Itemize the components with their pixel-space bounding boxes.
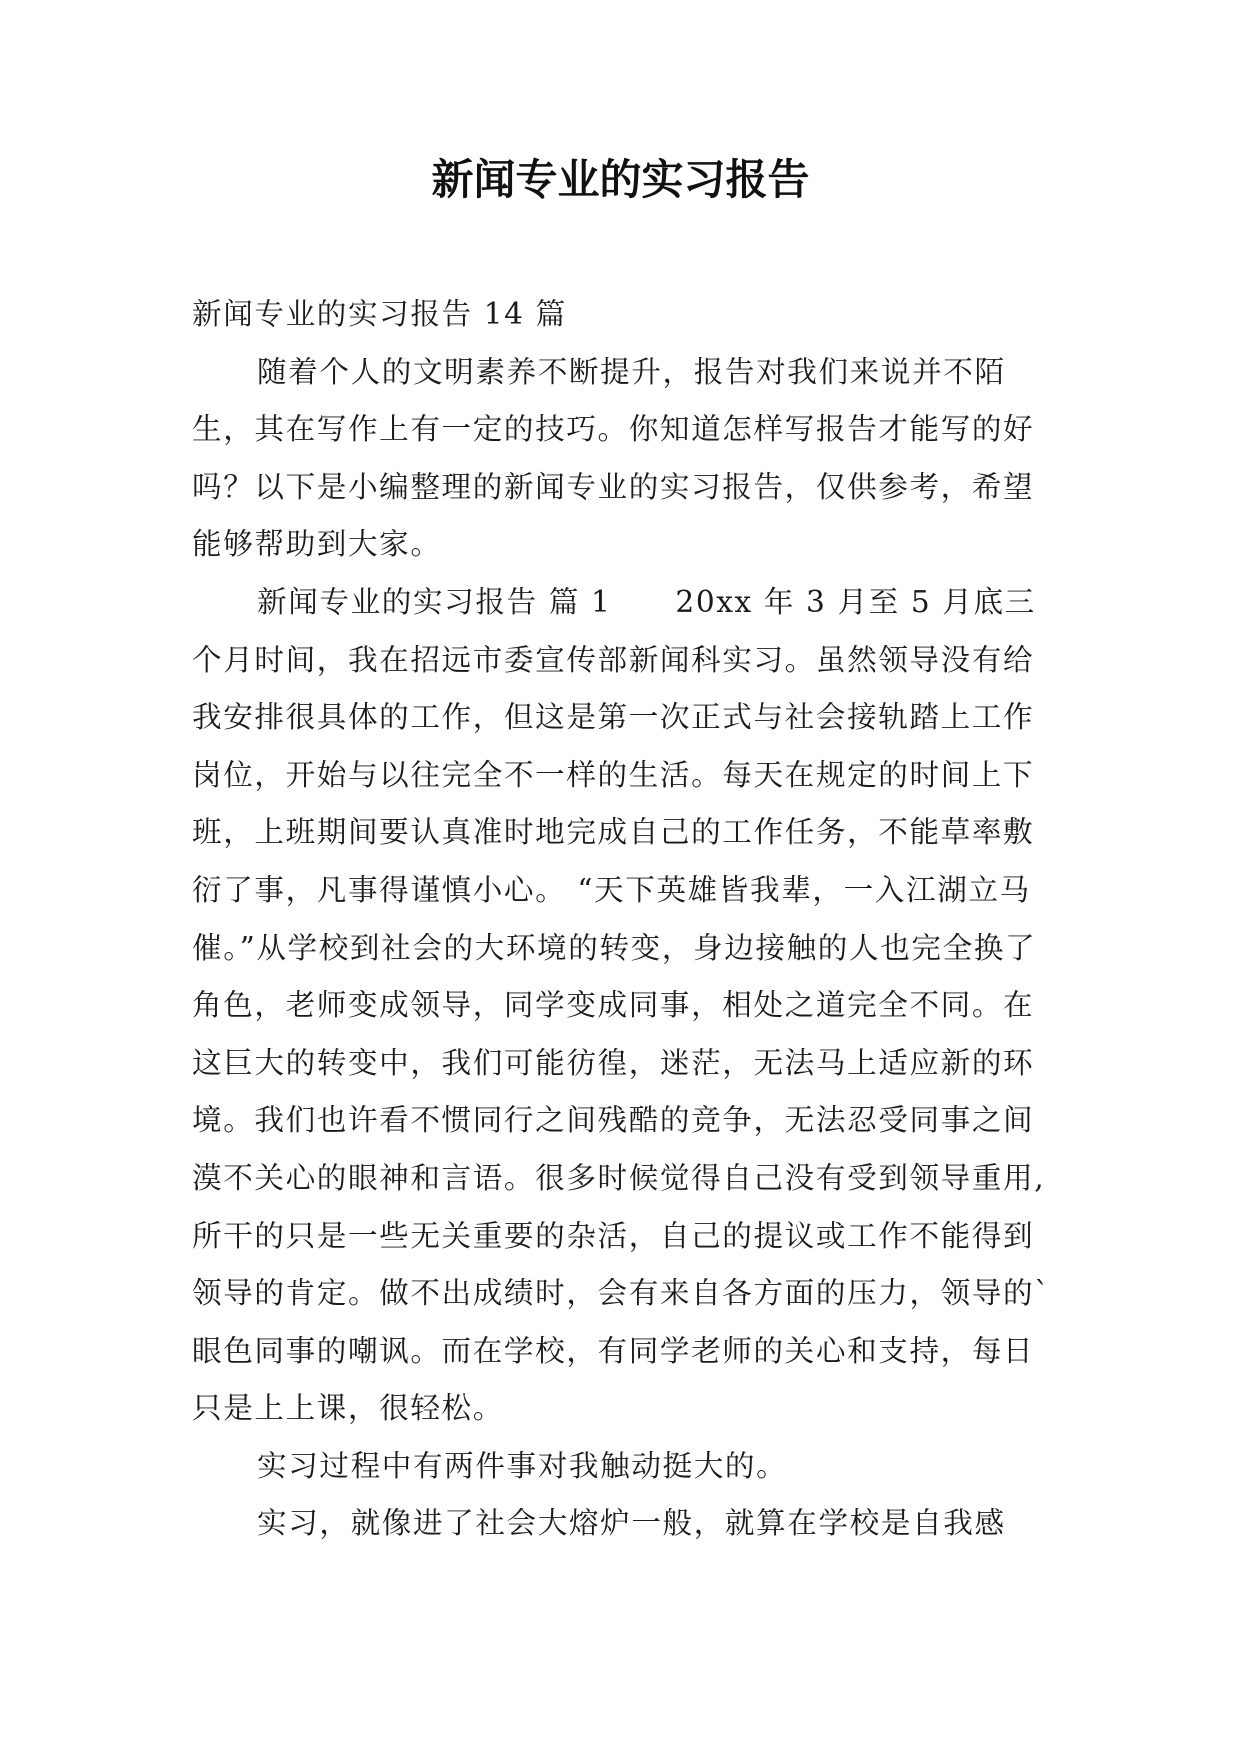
document-subtitle: 新闻专业的实习报告 14 篇	[192, 297, 567, 331]
section-1-body: 20xx 年 3 月至 5 月底三个月时间，我在招远市委宣传部新闻科实习。虽然领导没有给我安排很具体的工作，但这是第一次正式与社会接轨踏上工作岗位，开始与以往完全不一样的生活。每天在规定的时间上下班，上班期间要认真准时地完成自己的工作任务，不能草率敷衍了事，凡事得谨慎小心。 “天下英雄皆我辈，一入江湖立马催。”从学校到社会的大环境的转变，身边接触的人也完全换了角色，老师变成领导，同学变成同事，相处之道完全不同。在这巨大的转变中，我们可能彷徨，迷茫，无法马上适应新的环境。我们也许看不惯同行之间残酷的竞争，无法忍受同事之间漠不关心的眼神和言语。很多时候觉得自己没有受到领导重用,所干的只是一些无关重要的杂活，自己的提议或工作不能得到领导的肯定。做不出成绩时，会有来自各方面的压力，领导的`眼色同事的嘲讽。而在学校，有同学老师的关心和支持，每日只是上上课，很轻松。	[192, 584, 1051, 1426]
document-title: 新闻专业的实习报告	[431, 155, 810, 204]
section-1-heading: 新闻专业的实习报告 篇 1	[257, 584, 612, 619]
document-body	[192, 286, 1052, 1553]
section-1-paragraph	[192, 574, 1052, 1438]
paragraph-4: 实习，就像进了社会大熔炉一般，就算在学校是自我感	[257, 1506, 1006, 1541]
paragraph-3: 实习过程中有两件事对我触动挺大的。	[257, 1448, 788, 1483]
intro-paragraph: 随着个人的文明素养不断提升，报告对我们来说并不陌生，其在写作上有一定的技巧。你知道怎样写报告才能写的好吗？以下是小编整理的新闻专业的实习报告，仅供参考，希望能够帮助到大家。	[192, 354, 1035, 562]
